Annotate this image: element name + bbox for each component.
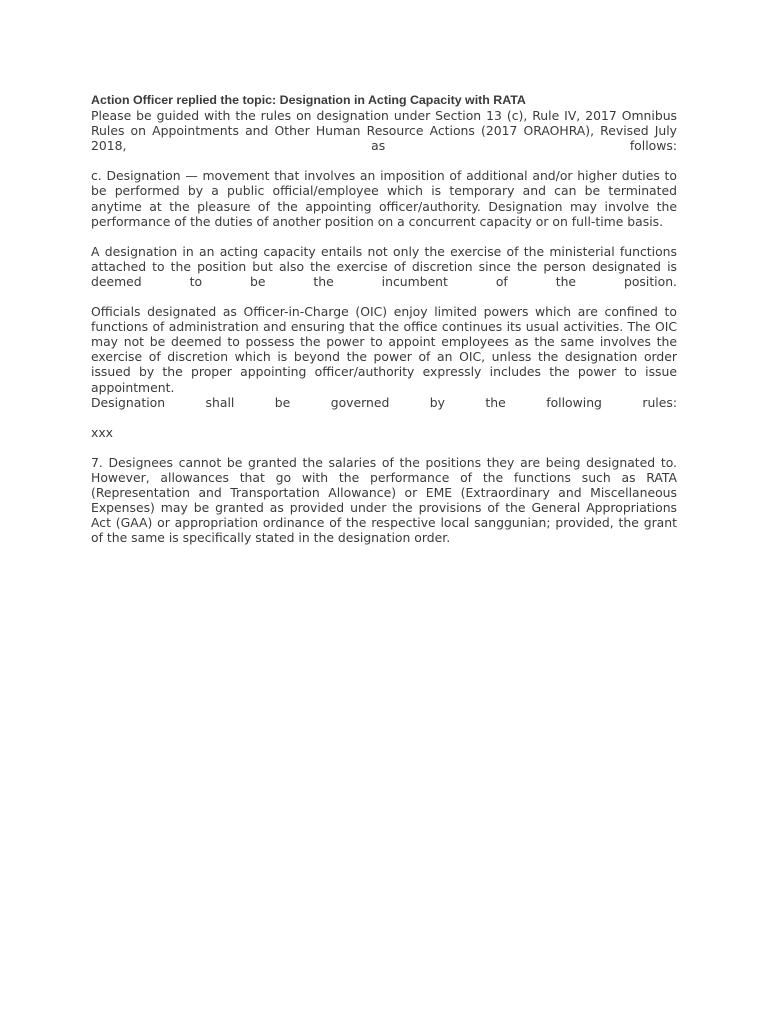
oic-paragraph: Officials designated as Officer-in-Charge (OIC) enjoy limited powers which are confined to functions of administration and ensuring that the office continues its usual activities. The OIC may not be deemed to possess the power to appoint employees as the same involves the exercise of discretion which is beyond the power of an OIC, unless the designation order issued by the proper appointing officer/authority expressly includes the power to issue appointment. bbox=[91, 304, 677, 395]
spacer bbox=[91, 153, 677, 168]
rule-7-paragraph: 7. Designees cannot be granted the salaries of the positions they are being designated to. However, allowances that go with the performance of the functions such as RATA (Representation and Transportation Allowance) or EME (Extraordinary and Miscellaneous Expenses) may be granted as provided under the provisions of the General Appropriations Act (GAA) or appropriation ordinance of the respective local sanggunian; provided, the grant of the same is specifically stated in the designation order. bbox=[91, 454, 677, 546]
document-heading: Action Officer replied the topic: Designation in Acting Capacity with RATA bbox=[91, 93, 526, 107]
ellipsis-marker: xxx bbox=[91, 424, 113, 440]
designation-definition-paragraph: c. Designation — movement that involves an imposition of additional and/or higher duties to be performed by a public official/employee which is temporary and can be terminated anytime at the pleasure of the appointing officer/authority. Designation may involve the performance of the duties of another position on a concurrent capacity or on full-time basis. bbox=[91, 168, 677, 229]
spacer bbox=[91, 289, 677, 304]
acting-capacity-paragraph: A designation in an acting capacity entails not only the exercise of the ministerial functions attached to the position but also the exercise of discretion since the person designated is deemed to be the incumbent of the position. bbox=[91, 243, 677, 289]
governing-rules-paragraph: Designation shall be governed by the following rules: bbox=[91, 394, 677, 410]
intro-paragraph: Please be guided with the rules on designation under Section 13 (c), Rule IV, 2017 Omnibus Rules on Appointments and Other Human Resource Actions (2017 ORAOHRA), Revised July 2018, as follows: bbox=[91, 108, 677, 154]
spacer bbox=[91, 229, 677, 244]
spacer bbox=[91, 410, 677, 425]
document-body bbox=[91, 93, 677, 545]
spacer bbox=[91, 440, 677, 455]
